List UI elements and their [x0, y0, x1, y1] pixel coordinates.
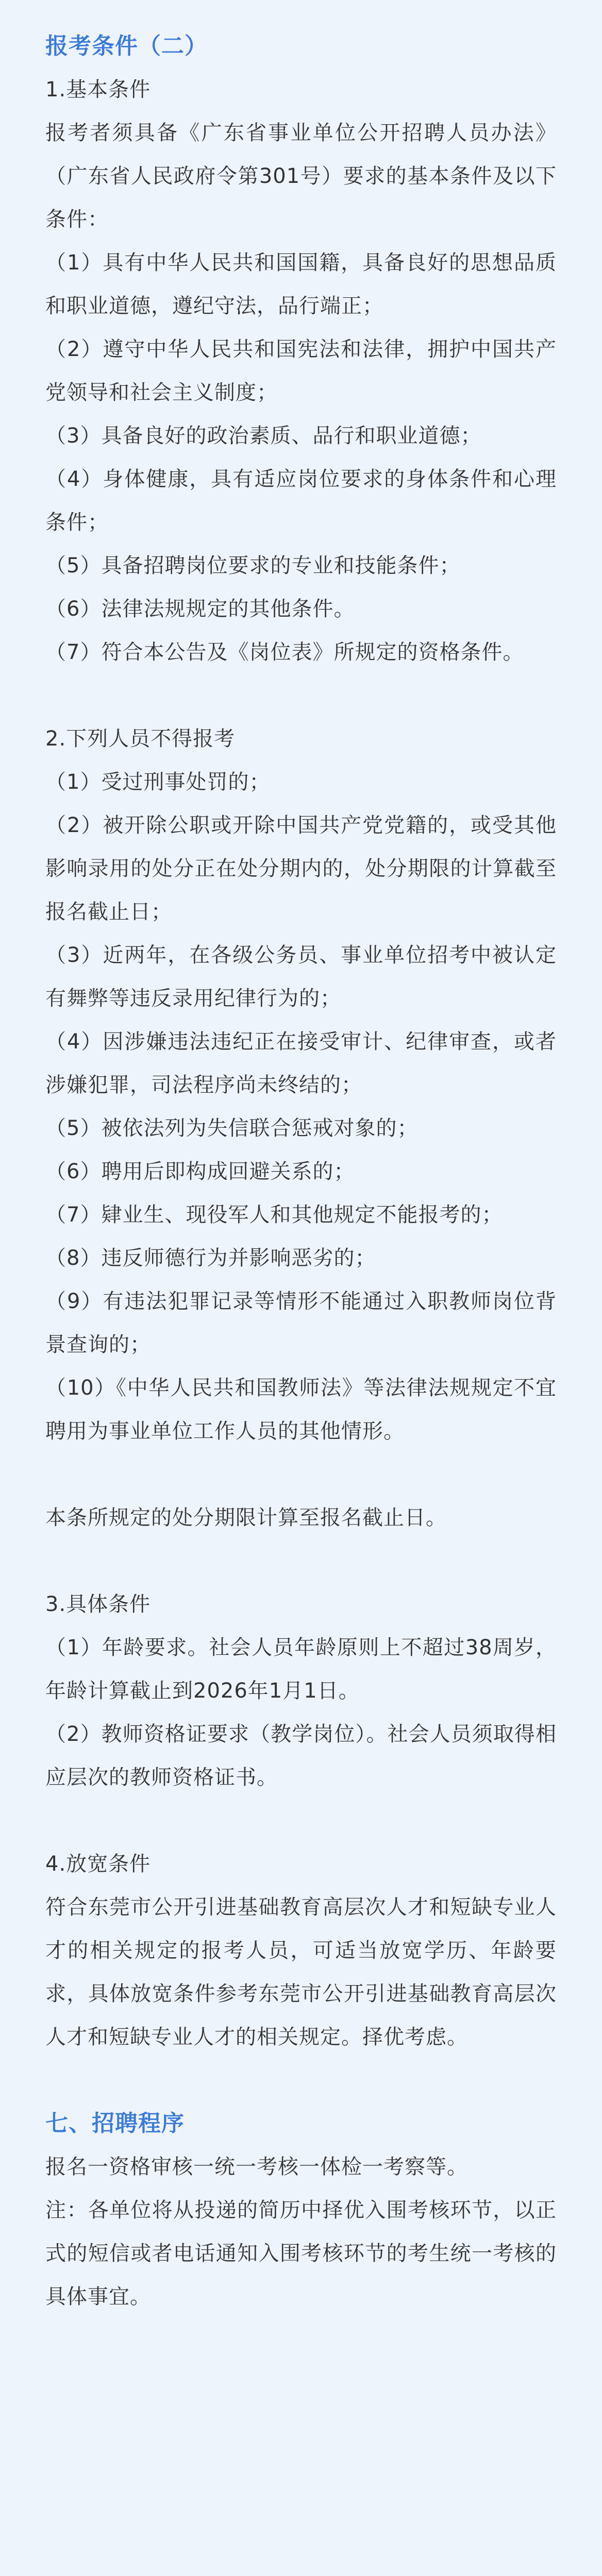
paragraph: （3）具备良好的政治素质、品行和职业道德；: [45, 424, 482, 448]
paragraph-spacer: [45, 674, 557, 717]
paragraph: 1.基本条件: [45, 78, 151, 101]
paragraph: （4）因涉嫌违法违纪正在接受审计、纪律审查，或者涉嫌犯罪，司法程序尚未终结的；: [45, 1030, 557, 1097]
paragraph-spacer: [45, 1539, 557, 1583]
paragraph: 报考者须具备《广东省事业单位公开招聘人员办法》（广东省人民政府令第301号）要求的基本条件及以下条件：: [45, 121, 557, 231]
paragraph: 2.下列人员不得报考: [45, 727, 236, 751]
paragraph: （5）被依法列为失信联合惩戒对象的；: [45, 1116, 419, 1140]
paragraph: （1）受过刑事处罚的；: [45, 770, 271, 794]
paragraph-spacer: [45, 1799, 557, 1842]
paragraph: （10）《中华人民共和国教师法》等法律法规规定不宜聘用为事业单位工作人员的其他情形。: [45, 1376, 557, 1443]
paragraph: 注：各单位将从投递的简历中择优入围考核环节，以正式的短信或者电话通知入围考核环节的考生统一考核的具体事宜。: [45, 2198, 557, 2309]
paragraph: 4.放宽条件: [45, 1852, 151, 1876]
paragraph: （5）具备招聘岗位要求的专业和技能条件；: [45, 554, 461, 578]
paragraph: （2）教师资格证要求（教学岗位）。社会人员须取得相应层次的教师资格证书。: [45, 1722, 557, 1789]
paragraph: （7）肄业生、现役军人和其他规定不能报考的；: [45, 1203, 503, 1227]
paragraph: （2）被开除公职或开除中国共产党党籍的，或受其他影响录用的处分正在处分期内的，处分期限的计算截至报名截止日；: [45, 814, 557, 924]
paragraph-spacer: [45, 2059, 557, 2102]
paragraph: （6）聘用后即构成回避关系的；: [45, 1160, 355, 1183]
paragraph: 本条所规定的处分期限计算至报名截止日。: [45, 1506, 447, 1530]
paragraph: （3）近两年，在各级公务员、事业单位招考中被认定有舞弊等违反录用纪律行为的；: [45, 943, 557, 1010]
paragraph: （2）遵守中华人民共和国宪法和法律，拥护中国共产党领导和社会主义制度；: [45, 337, 557, 404]
paragraph: （1）具有中华人民共和国国籍，具备良好的思想品质和职业道德，遵纪守法，品行端正；: [45, 251, 557, 318]
section-heading: 报考条件（二）: [45, 33, 208, 59]
paragraph-spacer: [45, 1453, 557, 1496]
paragraph: 符合东莞市公开引进基础教育高层次人才和短缺专业人才的相关规定的报考人员，可适当放宽学历、年龄要求，具体放宽条件参考东莞市公开引进基础教育高层次人才和短缺专业人才的相关规定。择优考虑。: [45, 1895, 557, 2049]
section-heading: 七、招聘程序: [45, 2110, 185, 2137]
paragraph: （7）符合本公告及《岗位表》所规定的资格条件。: [45, 640, 524, 664]
paragraph: 报名一资格审核一统一考核一体检一考察等。: [45, 2155, 468, 2179]
paragraph: （4）身体健康，具有适应岗位要求的身体条件和心理条件；: [45, 467, 557, 534]
paragraph: （1）年龄要求。社会人员年龄原则上不超过38周岁，年龄计算截止到2026年1月1日。: [45, 1636, 557, 1703]
paragraph: （9）有违法犯罪记录等情形不能通过入职教师岗位背景查询的；: [45, 1290, 557, 1357]
paragraph: 3.具体条件: [45, 1592, 151, 1616]
paragraph: （8）违反师德行为并影响恶劣的；: [45, 1246, 376, 1270]
paragraph: （6）法律法规规定的其他条件。: [45, 597, 355, 621]
